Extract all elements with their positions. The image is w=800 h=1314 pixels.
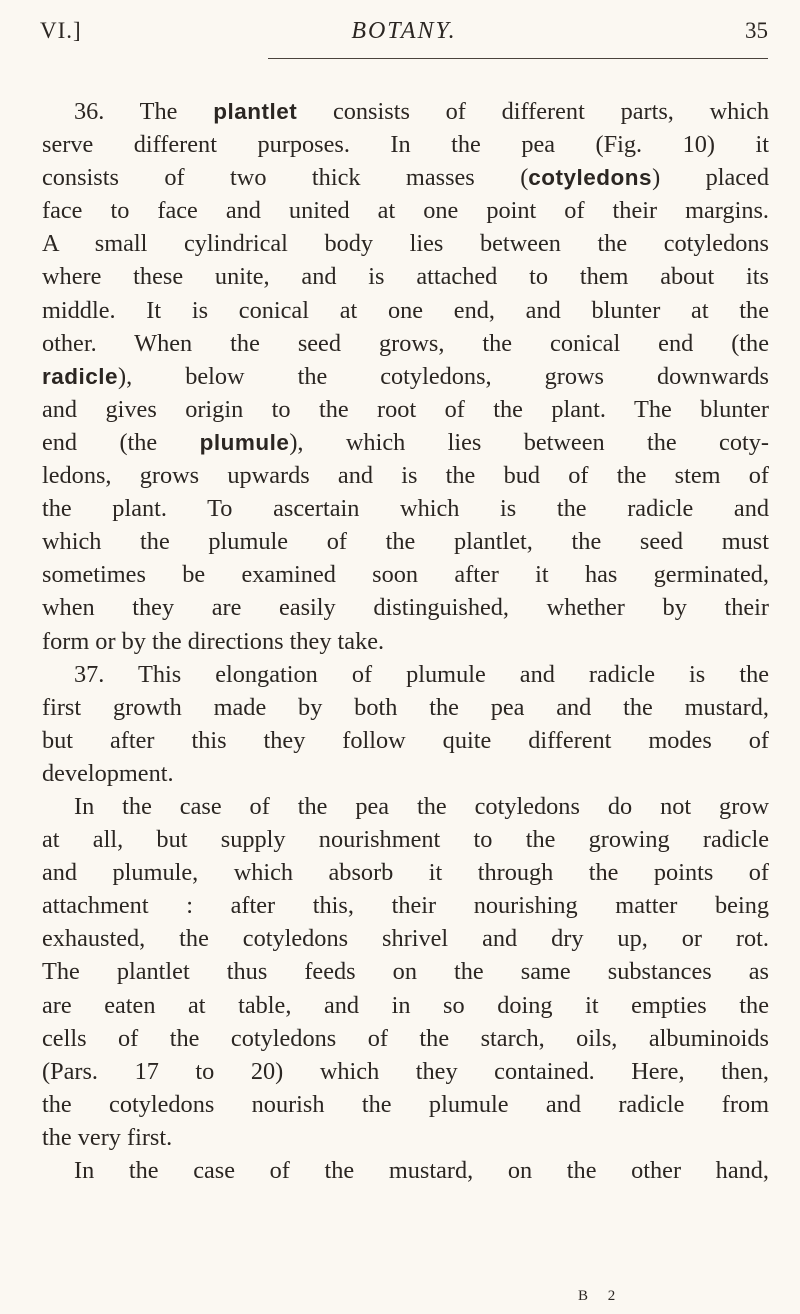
text-run: first growth made by both the pea and the mustard, [42,693,769,721]
text-run: the plant. To ascertain which is the radicle and [42,495,769,523]
text-run: attachment : after this, their nourishing matter being [42,892,769,920]
text-line [42,294,769,327]
text-run: are eaten at table, and in so doing it empties the [42,991,769,1019]
text-run: at all, but supply nourishment to the growing radicle [42,826,769,854]
text-line [42,658,769,691]
text-run: the very first. [42,1123,173,1151]
text-line [42,790,769,823]
text-run: (Pars. 17 to 20) which they contained. Here, then, [42,1057,769,1085]
text-run: and plumule, which absorb it through the points of [42,859,769,887]
text-line [42,459,769,492]
text-line [42,1154,769,1187]
page-number: 35 [745,18,768,43]
header-rule [268,58,768,59]
text-line [42,194,769,227]
text-line [42,1055,769,1088]
chapter-number: VI.] [40,18,82,43]
text-run: when they are easily distinguished, whether by their [42,594,769,622]
text-line [42,955,769,988]
text-line [42,426,769,459]
text-line [42,260,769,293]
text-line [42,591,769,624]
text-run: In the case of the mustard, on the other hand, [74,1157,769,1184]
text-run: end (the [42,428,200,456]
text-run: the cotyledons nourish the plumule and radicle from [42,1090,769,1118]
running-head [40,18,768,58]
text-line [42,492,769,525]
text-run: middle. It is conical at one end, and blunter at the [42,296,769,324]
text-line [42,724,769,757]
printer-signature: B 2 [578,1288,624,1304]
text-run: ledons, grows upwards and is the bud of the stem of [42,462,769,490]
text-run: where these unite, and is attached to them about its [42,263,769,291]
text-line [42,95,769,128]
text-line [42,360,769,393]
text-run: In the case of the pea the cotyledons do not grow [74,792,769,820]
text-run: form or by the directions they take. [42,627,385,655]
text-run: exhausted, the cotyledons shrivel and dry up, or rot. [42,925,769,953]
text-run: which the plumule of the plantlet, the seed must [42,528,769,556]
text-run: serve different purposes. In the pea (Fig. 10) it [42,131,769,159]
text-run: 36. The [74,98,214,125]
text-run: face to face and united at one point of their margins. [42,197,769,225]
text-run: sometimes be examined soon after it has germinated, [42,561,769,589]
text-line [42,161,769,194]
text-line [42,1088,769,1121]
text-run: consists of two thick masses ( [42,164,529,192]
defined-term: plumule [199,429,290,455]
text-line [42,525,769,558]
text-run: other. When the seed grows, the conical end (the [42,329,769,357]
text-line [42,757,769,790]
body-text [42,95,769,1187]
text-line [42,989,769,1022]
text-line [42,1121,769,1154]
text-run: A small cylindrical body lies between the cotyledons [42,230,769,258]
text-line [42,558,769,591]
defined-term: radicle [42,363,119,389]
text-run: cells of the cotyledons of the starch, oils, albuminoids [42,1024,769,1052]
text-run: 37. This elongation of plumule and radicle is the [74,660,769,688]
text-line [42,327,769,360]
text-line [42,227,769,260]
text-run: consists of different parts, which [297,98,769,125]
text-line [42,691,769,724]
defined-term: cotyledons [528,165,653,191]
text-run: ), which lies between the coty- [289,428,769,456]
running-title: BOTANY. [351,18,457,44]
text-line [42,393,769,426]
text-line [42,922,769,955]
text-line [42,889,769,922]
text-line [42,128,769,161]
text-line [42,1022,769,1055]
text-run: development. [42,759,174,787]
text-run: ), below the cotyledons, grows downwards [118,362,769,390]
text-line [42,823,769,856]
text-line [42,856,769,889]
text-run: The plantlet thus feeds on the same substances as [42,958,769,986]
text-run: ) placed [652,164,769,192]
defined-term: plantlet [213,99,298,124]
text-line [42,625,769,658]
text-run: and gives origin to the root of the plant. The blunter [42,395,769,423]
text-run: but after this they follow quite different modes of [42,726,769,754]
